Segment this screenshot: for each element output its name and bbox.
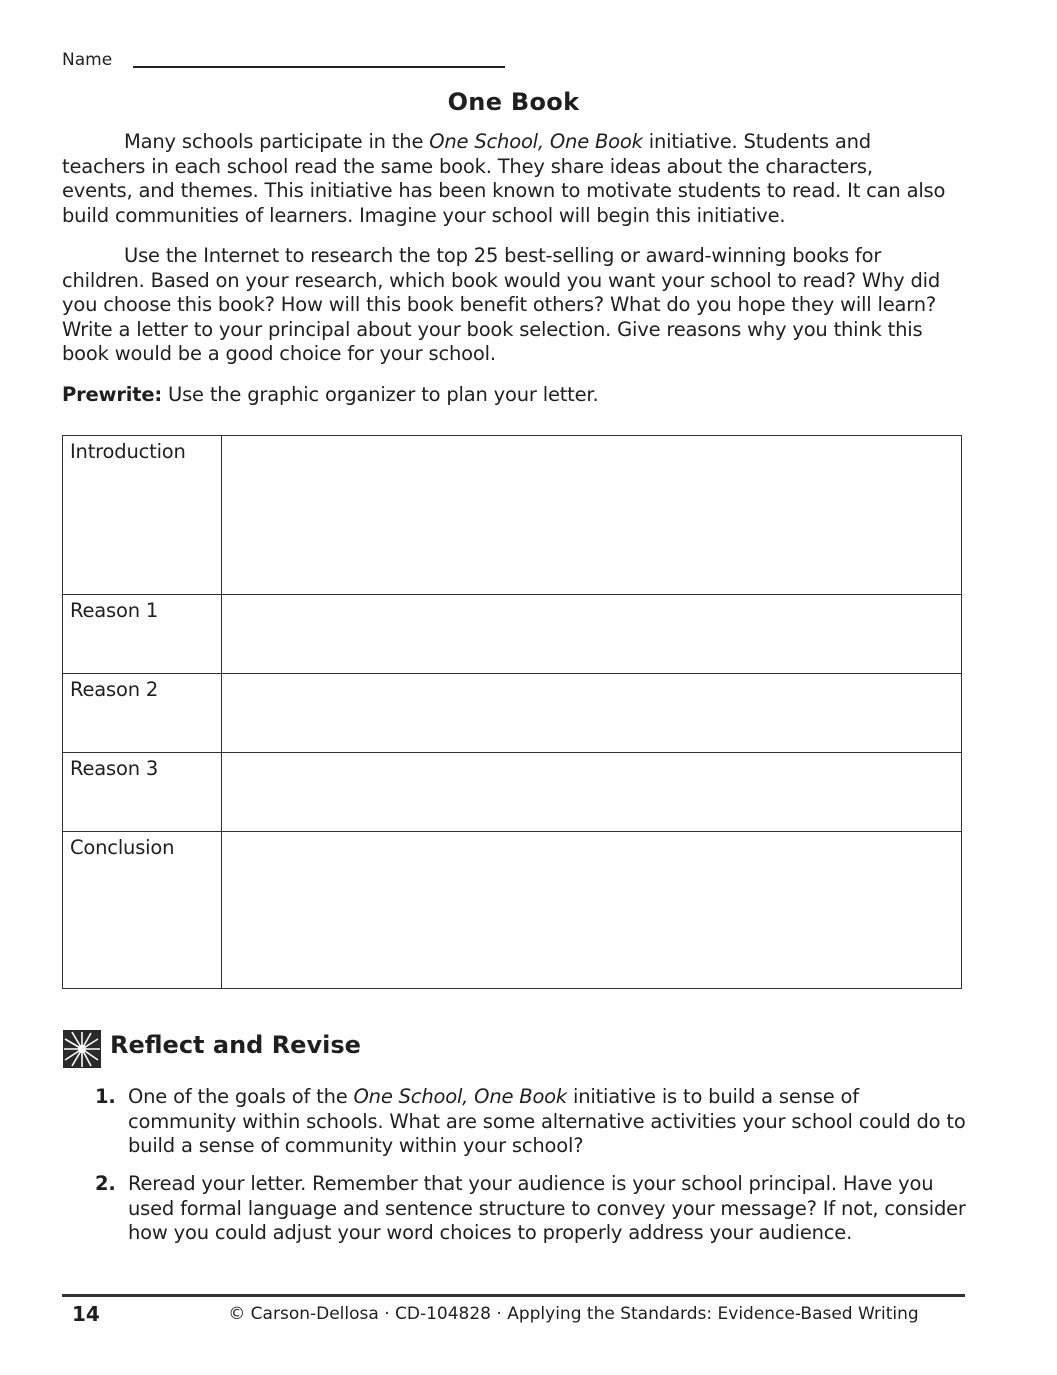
reflect-title: Reflect and Revise — [110, 1031, 361, 1059]
organizer-label: Conclusion — [70, 836, 175, 859]
organizer-row-reason-2 — [63, 674, 961, 753]
organizer-row-conclusion — [63, 832, 961, 988]
question-text: Reread your letter. Remember that your audience is your school principal. Have you used formal language and sentence structure to convey your message? If not, consider how you could adjust your word choices to properly address your audience. — [128, 1172, 966, 1244]
prewrite-label: Prewrite: — [62, 383, 162, 406]
starburst-icon — [62, 1029, 102, 1069]
footer-divider — [62, 1294, 965, 1297]
organizer-writing-area[interactable] — [221, 595, 961, 673]
name-label: Name — [62, 50, 113, 70]
footer-copyright: © Carson-Dellosa · CD-104828 · Applying the Standards: Evidence-Based Writing — [228, 1304, 919, 1324]
organizer-writing-area[interactable] — [221, 832, 961, 988]
organizer-label: Reason 3 — [70, 757, 159, 780]
organizer-row-reason-1 — [63, 595, 961, 674]
reflect-question-2 — [95, 1172, 965, 1272]
organizer-label: Reason 2 — [70, 678, 159, 701]
organizer-label: Introduction — [70, 440, 186, 463]
graphic-organizer — [62, 435, 962, 989]
name-field-line[interactable] — [133, 66, 505, 68]
reflect-question-1 — [95, 1085, 965, 1159]
question-number: 1. — [95, 1085, 116, 1108]
intro-paragraph-1: Many schools participate in the One School, One Book initiative. Students and teachers in each school read the same book. They share ideas about the characters, events, and themes. This initiative has been known to motivate students to read. It can also build communities of learners. Imagine your school will begin this initiative. — [62, 130, 946, 227]
page-number: 14 — [72, 1302, 100, 1326]
organizer-writing-area[interactable] — [221, 674, 961, 752]
organizer-row-introduction — [63, 436, 961, 595]
organizer-writing-area[interactable] — [221, 436, 961, 594]
intro-paragraph-2: Use the Internet to research the top 25 best-selling or award-winning books for children. Based on your research, which book would you want your school to read? Why did you choose this book? How will this book benefit others? What do you hope they will learn? Write a letter to your principal about your book selection. Give reasons why you think this book would be a good choice for your school. — [62, 244, 941, 365]
organizer-writing-area[interactable] — [221, 753, 961, 831]
question-text: One of the goals of the One School, One Book initiative is to build a sense of community within schools. What are some alternative activities your school could do to build a sense of community within your school? — [128, 1085, 966, 1157]
organizer-label: Reason 1 — [70, 599, 159, 622]
page-title: One Book — [447, 88, 580, 116]
initiative-title: One School, One Book — [429, 130, 643, 153]
question-number: 2. — [95, 1172, 116, 1195]
prewrite-instruction: Prewrite: Use the graphic organizer to plan your letter. — [62, 383, 599, 406]
organizer-row-reason-3 — [63, 753, 961, 832]
